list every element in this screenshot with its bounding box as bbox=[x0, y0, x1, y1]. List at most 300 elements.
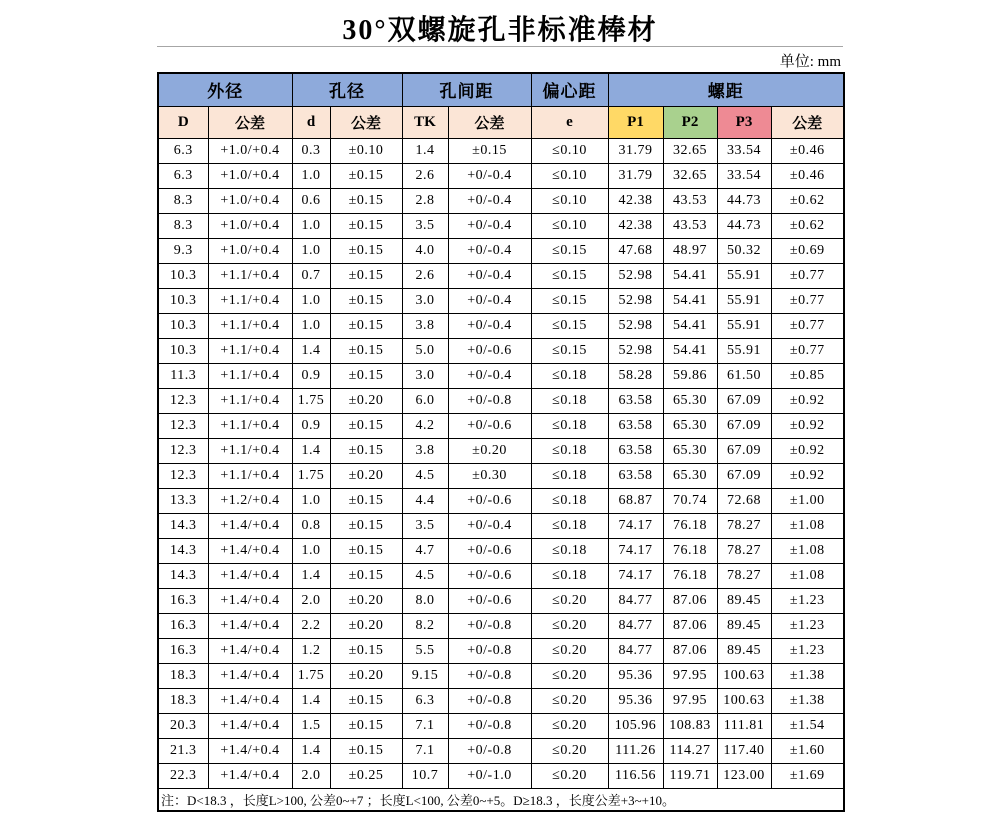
table-row bbox=[158, 688, 844, 713]
cell-P2: 87.06 bbox=[663, 638, 717, 663]
cell-TK-tolerance: +0/-0.6 bbox=[448, 538, 531, 563]
cell-e: ≤0.18 bbox=[531, 463, 608, 488]
cell-TK-tolerance: +0/-0.4 bbox=[448, 313, 531, 338]
cell-P-tolerance: ±1.60 bbox=[771, 738, 844, 763]
cell-P1: 74.17 bbox=[608, 563, 663, 588]
cell-D: 13.3 bbox=[158, 488, 208, 513]
cell-d: 0.9 bbox=[292, 363, 330, 388]
cell-D-tolerance: +1.0/+0.4 bbox=[208, 163, 292, 188]
cell-P1: 63.58 bbox=[608, 438, 663, 463]
cell-P3: 33.54 bbox=[717, 163, 771, 188]
cell-d: 0.9 bbox=[292, 413, 330, 438]
cell-P3: 89.45 bbox=[717, 638, 771, 663]
table-row bbox=[158, 388, 844, 413]
cell-d: 1.0 bbox=[292, 163, 330, 188]
spec-table bbox=[157, 72, 845, 812]
cell-TK: 8.2 bbox=[402, 613, 448, 638]
cell-P2: 65.30 bbox=[663, 413, 717, 438]
cell-D: 12.3 bbox=[158, 438, 208, 463]
cell-D-tolerance: +1.4/+0.4 bbox=[208, 763, 292, 788]
cell-P-tolerance: ±0.77 bbox=[771, 288, 844, 313]
cell-P-tolerance: ±0.46 bbox=[771, 163, 844, 188]
cell-e: ≤0.15 bbox=[531, 313, 608, 338]
cell-P3: 50.32 bbox=[717, 238, 771, 263]
table-row bbox=[158, 338, 844, 363]
cell-d-tolerance: ±0.25 bbox=[330, 763, 402, 788]
cell-D-tolerance: +1.1/+0.4 bbox=[208, 338, 292, 363]
unit-label: 单位: mm bbox=[779, 54, 841, 70]
cell-d-tolerance: ±0.20 bbox=[330, 463, 402, 488]
cell-D: 20.3 bbox=[158, 713, 208, 738]
table-row bbox=[158, 313, 844, 338]
cell-P-tolerance: ±1.23 bbox=[771, 638, 844, 663]
cell-e: ≤0.10 bbox=[531, 188, 608, 213]
cell-d: 1.4 bbox=[292, 688, 330, 713]
cell-d-tolerance: ±0.15 bbox=[330, 213, 402, 238]
cell-P3: 78.27 bbox=[717, 513, 771, 538]
cell-TK-tolerance: +0/-0.6 bbox=[448, 488, 531, 513]
cell-D-tolerance: +1.1/+0.4 bbox=[208, 363, 292, 388]
cell-D-tolerance: +1.4/+0.4 bbox=[208, 513, 292, 538]
cell-D-tolerance: +1.0/+0.4 bbox=[208, 213, 292, 238]
cell-TK: 3.5 bbox=[402, 213, 448, 238]
column-header-D-tolerance: 公差 bbox=[208, 106, 292, 138]
column-header-TK: TK bbox=[402, 106, 448, 138]
cell-d: 2.2 bbox=[292, 613, 330, 638]
table-row bbox=[158, 763, 844, 788]
cell-TK: 6.0 bbox=[402, 388, 448, 413]
cell-e: ≤0.20 bbox=[531, 638, 608, 663]
cell-TK-tolerance: +0/-0.8 bbox=[448, 713, 531, 738]
table-row bbox=[158, 613, 844, 638]
cell-d: 1.4 bbox=[292, 563, 330, 588]
cell-P2: 70.74 bbox=[663, 488, 717, 513]
cell-D-tolerance: +1.1/+0.4 bbox=[208, 463, 292, 488]
cell-TK-tolerance: +0/-0.4 bbox=[448, 288, 531, 313]
cell-P1: 84.77 bbox=[608, 588, 663, 613]
cell-P1: 52.98 bbox=[608, 313, 663, 338]
cell-P1: 116.56 bbox=[608, 763, 663, 788]
cell-D: 14.3 bbox=[158, 513, 208, 538]
cell-P2: 32.65 bbox=[663, 138, 717, 163]
group-header-hole-spacing: 孔间距 bbox=[402, 73, 531, 106]
cell-P2: 43.53 bbox=[663, 213, 717, 238]
cell-d-tolerance: ±0.15 bbox=[330, 288, 402, 313]
cell-e: ≤0.18 bbox=[531, 363, 608, 388]
cell-P1: 74.17 bbox=[608, 513, 663, 538]
cell-d: 2.0 bbox=[292, 588, 330, 613]
cell-P-tolerance: ±1.69 bbox=[771, 763, 844, 788]
cell-TK-tolerance: +0/-0.8 bbox=[448, 388, 531, 413]
cell-P2: 43.53 bbox=[663, 188, 717, 213]
cell-d: 0.6 bbox=[292, 188, 330, 213]
cell-P-tolerance: ±1.38 bbox=[771, 688, 844, 713]
table-row bbox=[158, 488, 844, 513]
cell-TK-tolerance: +0/-0.4 bbox=[448, 513, 531, 538]
group-header-pitch: 螺距 bbox=[608, 73, 844, 106]
cell-e: ≤0.10 bbox=[531, 213, 608, 238]
cell-D: 10.3 bbox=[158, 313, 208, 338]
cell-d-tolerance: ±0.15 bbox=[330, 438, 402, 463]
cell-e: ≤0.20 bbox=[531, 688, 608, 713]
cell-D: 6.3 bbox=[158, 163, 208, 188]
cell-P1: 68.87 bbox=[608, 488, 663, 513]
cell-P-tolerance: ±1.38 bbox=[771, 663, 844, 688]
cell-d-tolerance: ±0.10 bbox=[330, 138, 402, 163]
cell-d: 1.0 bbox=[292, 313, 330, 338]
cell-P2: 108.83 bbox=[663, 713, 717, 738]
cell-TK-tolerance: ±0.30 bbox=[448, 463, 531, 488]
cell-D: 12.3 bbox=[158, 388, 208, 413]
cell-P3: 89.45 bbox=[717, 613, 771, 638]
cell-TK: 8.0 bbox=[402, 588, 448, 613]
cell-d: 0.7 bbox=[292, 263, 330, 288]
cell-d-tolerance: ±0.15 bbox=[330, 738, 402, 763]
cell-D-tolerance: +1.4/+0.4 bbox=[208, 538, 292, 563]
group-header-row bbox=[158, 73, 844, 106]
cell-P2: 65.30 bbox=[663, 463, 717, 488]
column-header-D: D bbox=[158, 106, 208, 138]
cell-TK: 2.6 bbox=[402, 263, 448, 288]
column-header-d-tolerance: 公差 bbox=[330, 106, 402, 138]
column-header-d: d bbox=[292, 106, 330, 138]
cell-D-tolerance: +1.1/+0.4 bbox=[208, 413, 292, 438]
cell-d: 1.0 bbox=[292, 488, 330, 513]
cell-P-tolerance: ±0.62 bbox=[771, 213, 844, 238]
cell-d-tolerance: ±0.15 bbox=[330, 238, 402, 263]
cell-P-tolerance: ±0.77 bbox=[771, 338, 844, 363]
cell-P3: 33.54 bbox=[717, 138, 771, 163]
cell-TK-tolerance: ±0.15 bbox=[448, 138, 531, 163]
cell-P1: 47.68 bbox=[608, 238, 663, 263]
cell-P2: 59.86 bbox=[663, 363, 717, 388]
cell-d-tolerance: ±0.20 bbox=[330, 663, 402, 688]
cell-P2: 54.41 bbox=[663, 313, 717, 338]
cell-TK: 3.0 bbox=[402, 363, 448, 388]
cell-P-tolerance: ±0.92 bbox=[771, 438, 844, 463]
cell-d: 1.0 bbox=[292, 538, 330, 563]
cell-e: ≤0.15 bbox=[531, 238, 608, 263]
cell-P3: 78.27 bbox=[717, 538, 771, 563]
cell-P3: 44.73 bbox=[717, 188, 771, 213]
cell-TK: 4.7 bbox=[402, 538, 448, 563]
cell-e: ≤0.20 bbox=[531, 588, 608, 613]
cell-D-tolerance: +1.4/+0.4 bbox=[208, 588, 292, 613]
cell-TK: 5.5 bbox=[402, 638, 448, 663]
table-body bbox=[158, 138, 844, 788]
cell-e: ≤0.15 bbox=[531, 338, 608, 363]
cell-TK-tolerance: ±0.20 bbox=[448, 438, 531, 463]
cell-D: 8.3 bbox=[158, 188, 208, 213]
cell-P-tolerance: ±0.62 bbox=[771, 188, 844, 213]
cell-D: 6.3 bbox=[158, 138, 208, 163]
cell-D-tolerance: +1.4/+0.4 bbox=[208, 713, 292, 738]
cell-P1: 42.38 bbox=[608, 213, 663, 238]
cell-TK: 4.5 bbox=[402, 563, 448, 588]
cell-d-tolerance: ±0.20 bbox=[330, 388, 402, 413]
cell-P-tolerance: ±1.00 bbox=[771, 488, 844, 513]
column-header-row bbox=[158, 106, 844, 138]
cell-d: 1.0 bbox=[292, 213, 330, 238]
cell-d: 1.4 bbox=[292, 338, 330, 363]
cell-TK: 7.1 bbox=[402, 713, 448, 738]
cell-P1: 95.36 bbox=[608, 688, 663, 713]
cell-D-tolerance: +1.1/+0.4 bbox=[208, 388, 292, 413]
cell-P3: 55.91 bbox=[717, 313, 771, 338]
cell-D: 14.3 bbox=[158, 538, 208, 563]
cell-d: 1.2 bbox=[292, 638, 330, 663]
cell-TK-tolerance: +0/-0.8 bbox=[448, 738, 531, 763]
cell-D: 22.3 bbox=[158, 763, 208, 788]
cell-D-tolerance: +1.1/+0.4 bbox=[208, 438, 292, 463]
table-row bbox=[158, 188, 844, 213]
cell-P2: 97.95 bbox=[663, 663, 717, 688]
cell-D: 10.3 bbox=[158, 263, 208, 288]
cell-e: ≤0.18 bbox=[531, 513, 608, 538]
table-note: 注：D<18.3 ，长度L>100, 公差0~+7 ；长度L<100, 公差0~+5。D≥18.3 ，长度公差+3~+10。 bbox=[158, 788, 844, 811]
cell-TK: 4.5 bbox=[402, 463, 448, 488]
table-row bbox=[158, 438, 844, 463]
table-row bbox=[158, 213, 844, 238]
cell-e: ≤0.20 bbox=[531, 613, 608, 638]
cell-d: 1.5 bbox=[292, 713, 330, 738]
table-row bbox=[158, 413, 844, 438]
cell-D: 10.3 bbox=[158, 288, 208, 313]
cell-P2: 76.18 bbox=[663, 563, 717, 588]
cell-D: 14.3 bbox=[158, 563, 208, 588]
cell-TK-tolerance: +0/-0.6 bbox=[448, 563, 531, 588]
cell-P2: 54.41 bbox=[663, 338, 717, 363]
cell-P-tolerance: ±1.08 bbox=[771, 538, 844, 563]
cell-P1: 52.98 bbox=[608, 338, 663, 363]
cell-P-tolerance: ±1.23 bbox=[771, 613, 844, 638]
cell-P3: 67.09 bbox=[717, 463, 771, 488]
cell-e: ≤0.10 bbox=[531, 138, 608, 163]
cell-P-tolerance: ±0.92 bbox=[771, 388, 844, 413]
cell-P1: 31.79 bbox=[608, 163, 663, 188]
cell-P1: 52.98 bbox=[608, 263, 663, 288]
cell-P-tolerance: ±0.77 bbox=[771, 263, 844, 288]
cell-TK-tolerance: +0/-0.6 bbox=[448, 413, 531, 438]
cell-d: 1.4 bbox=[292, 738, 330, 763]
cell-d-tolerance: ±0.15 bbox=[330, 688, 402, 713]
cell-d-tolerance: ±0.15 bbox=[330, 638, 402, 663]
group-header-eccentricity: 偏心距 bbox=[531, 73, 608, 106]
cell-TK-tolerance: +0/-0.8 bbox=[448, 638, 531, 663]
cell-P-tolerance: ±0.69 bbox=[771, 238, 844, 263]
cell-TK-tolerance: +0/-0.8 bbox=[448, 663, 531, 688]
cell-D: 16.3 bbox=[158, 638, 208, 663]
cell-TK: 2.8 bbox=[402, 188, 448, 213]
cell-e: ≤0.10 bbox=[531, 163, 608, 188]
cell-TK-tolerance: +0/-0.4 bbox=[448, 263, 531, 288]
cell-P-tolerance: ±1.23 bbox=[771, 588, 844, 613]
cell-d-tolerance: ±0.20 bbox=[330, 588, 402, 613]
cell-d-tolerance: ±0.15 bbox=[330, 313, 402, 338]
table-row bbox=[158, 738, 844, 763]
table-row bbox=[158, 363, 844, 388]
table-row bbox=[158, 288, 844, 313]
cell-P2: 48.97 bbox=[663, 238, 717, 263]
cell-P1: 105.96 bbox=[608, 713, 663, 738]
cell-P-tolerance: ±0.92 bbox=[771, 463, 844, 488]
cell-P2: 54.41 bbox=[663, 288, 717, 313]
cell-e: ≤0.20 bbox=[531, 738, 608, 763]
cell-D-tolerance: +1.0/+0.4 bbox=[208, 188, 292, 213]
cell-TK: 4.4 bbox=[402, 488, 448, 513]
cell-e: ≤0.18 bbox=[531, 413, 608, 438]
cell-e: ≤0.20 bbox=[531, 763, 608, 788]
cell-P2: 54.41 bbox=[663, 263, 717, 288]
table-row bbox=[158, 713, 844, 738]
cell-D: 10.3 bbox=[158, 338, 208, 363]
cell-D-tolerance: +1.2/+0.4 bbox=[208, 488, 292, 513]
cell-d: 1.75 bbox=[292, 663, 330, 688]
cell-TK: 4.0 bbox=[402, 238, 448, 263]
cell-e: ≤0.20 bbox=[531, 663, 608, 688]
cell-P3: 111.81 bbox=[717, 713, 771, 738]
cell-d-tolerance: ±0.15 bbox=[330, 488, 402, 513]
cell-d: 0.3 bbox=[292, 138, 330, 163]
cell-P1: 31.79 bbox=[608, 138, 663, 163]
cell-D: 21.3 bbox=[158, 738, 208, 763]
cell-P-tolerance: ±0.46 bbox=[771, 138, 844, 163]
cell-P1: 52.98 bbox=[608, 288, 663, 313]
cell-D: 9.3 bbox=[158, 238, 208, 263]
cell-P1: 58.28 bbox=[608, 363, 663, 388]
cell-e: ≤0.15 bbox=[531, 288, 608, 313]
cell-e: ≤0.18 bbox=[531, 438, 608, 463]
cell-P1: 63.58 bbox=[608, 413, 663, 438]
cell-D-tolerance: +1.4/+0.4 bbox=[208, 663, 292, 688]
cell-P1: 63.58 bbox=[608, 388, 663, 413]
cell-TK: 3.8 bbox=[402, 313, 448, 338]
table-row bbox=[158, 263, 844, 288]
cell-TK-tolerance: +0/-0.8 bbox=[448, 613, 531, 638]
column-header-TK-tolerance: 公差 bbox=[448, 106, 531, 138]
cell-P2: 87.06 bbox=[663, 613, 717, 638]
cell-TK-tolerance: +0/-0.4 bbox=[448, 238, 531, 263]
cell-P2: 76.18 bbox=[663, 513, 717, 538]
cell-P1: 63.58 bbox=[608, 463, 663, 488]
page-title: 30°双螺旋孔非标准棒材 bbox=[342, 15, 658, 46]
cell-D: 18.3 bbox=[158, 663, 208, 688]
cell-TK: 3.5 bbox=[402, 513, 448, 538]
cell-P2: 97.95 bbox=[663, 688, 717, 713]
cell-TK-tolerance: +0/-0.6 bbox=[448, 588, 531, 613]
cell-P3: 100.63 bbox=[717, 688, 771, 713]
cell-P3: 55.91 bbox=[717, 263, 771, 288]
cell-TK-tolerance: +0/-0.6 bbox=[448, 338, 531, 363]
cell-D-tolerance: +1.1/+0.4 bbox=[208, 263, 292, 288]
cell-P3: 61.50 bbox=[717, 363, 771, 388]
cell-TK-tolerance: +0/-0.8 bbox=[448, 688, 531, 713]
cell-P3: 123.00 bbox=[717, 763, 771, 788]
column-header-P3: P3 bbox=[717, 106, 771, 138]
cell-d: 0.8 bbox=[292, 513, 330, 538]
cell-P2: 76.18 bbox=[663, 538, 717, 563]
cell-TK: 3.8 bbox=[402, 438, 448, 463]
cell-P1: 95.36 bbox=[608, 663, 663, 688]
column-header-P2: P2 bbox=[663, 106, 717, 138]
table-row bbox=[158, 238, 844, 263]
cell-P3: 67.09 bbox=[717, 388, 771, 413]
cell-TK-tolerance: +0/-0.4 bbox=[448, 213, 531, 238]
cell-d-tolerance: ±0.20 bbox=[330, 613, 402, 638]
table-row bbox=[158, 163, 844, 188]
cell-D-tolerance: +1.0/+0.4 bbox=[208, 238, 292, 263]
cell-P-tolerance: ±1.54 bbox=[771, 713, 844, 738]
cell-D-tolerance: +1.1/+0.4 bbox=[208, 288, 292, 313]
cell-D-tolerance: +1.4/+0.4 bbox=[208, 688, 292, 713]
cell-P3: 55.91 bbox=[717, 288, 771, 313]
cell-D-tolerance: +1.4/+0.4 bbox=[208, 638, 292, 663]
cell-P3: 100.63 bbox=[717, 663, 771, 688]
cell-P1: 74.17 bbox=[608, 538, 663, 563]
cell-P2: 65.30 bbox=[663, 438, 717, 463]
cell-d: 1.4 bbox=[292, 438, 330, 463]
cell-e: ≤0.20 bbox=[531, 713, 608, 738]
cell-D-tolerance: +1.4/+0.4 bbox=[208, 738, 292, 763]
cell-d-tolerance: ±0.15 bbox=[330, 363, 402, 388]
cell-TK-tolerance: +0/-0.4 bbox=[448, 363, 531, 388]
cell-TK-tolerance: +0/-1.0 bbox=[448, 763, 531, 788]
table-row bbox=[158, 463, 844, 488]
cell-d: 1.0 bbox=[292, 238, 330, 263]
table-row bbox=[158, 538, 844, 563]
cell-TK: 2.6 bbox=[402, 163, 448, 188]
cell-P2: 119.71 bbox=[663, 763, 717, 788]
cell-P3: 67.09 bbox=[717, 438, 771, 463]
cell-D: 12.3 bbox=[158, 413, 208, 438]
table-row bbox=[158, 513, 844, 538]
cell-TK: 9.15 bbox=[402, 663, 448, 688]
cell-P1: 84.77 bbox=[608, 613, 663, 638]
cell-d-tolerance: ±0.15 bbox=[330, 263, 402, 288]
table-header bbox=[158, 73, 844, 138]
cell-TK: 1.4 bbox=[402, 138, 448, 163]
cell-P-tolerance: ±1.08 bbox=[771, 563, 844, 588]
cell-D: 8.3 bbox=[158, 213, 208, 238]
cell-d-tolerance: ±0.15 bbox=[330, 713, 402, 738]
cell-d-tolerance: ±0.15 bbox=[330, 413, 402, 438]
cell-P3: 67.09 bbox=[717, 413, 771, 438]
cell-P2: 114.27 bbox=[663, 738, 717, 763]
cell-d-tolerance: ±0.15 bbox=[330, 188, 402, 213]
cell-e: ≤0.18 bbox=[531, 488, 608, 513]
cell-P-tolerance: ±0.77 bbox=[771, 313, 844, 338]
cell-D-tolerance: +1.4/+0.4 bbox=[208, 563, 292, 588]
cell-P2: 87.06 bbox=[663, 588, 717, 613]
cell-P3: 89.45 bbox=[717, 588, 771, 613]
cell-P3: 55.91 bbox=[717, 338, 771, 363]
cell-e: ≤0.18 bbox=[531, 538, 608, 563]
cell-D: 11.3 bbox=[158, 363, 208, 388]
cell-D-tolerance: +1.1/+0.4 bbox=[208, 313, 292, 338]
cell-P-tolerance: ±0.92 bbox=[771, 413, 844, 438]
cell-D: 16.3 bbox=[158, 588, 208, 613]
cell-P2: 32.65 bbox=[663, 163, 717, 188]
cell-P3: 72.68 bbox=[717, 488, 771, 513]
cell-TK: 3.0 bbox=[402, 288, 448, 313]
cell-d-tolerance: ±0.15 bbox=[330, 163, 402, 188]
table-row bbox=[158, 588, 844, 613]
cell-d: 1.75 bbox=[292, 388, 330, 413]
cell-e: ≤0.18 bbox=[531, 563, 608, 588]
cell-TK: 10.7 bbox=[402, 763, 448, 788]
cell-d: 1.0 bbox=[292, 288, 330, 313]
cell-d-tolerance: ±0.15 bbox=[330, 563, 402, 588]
